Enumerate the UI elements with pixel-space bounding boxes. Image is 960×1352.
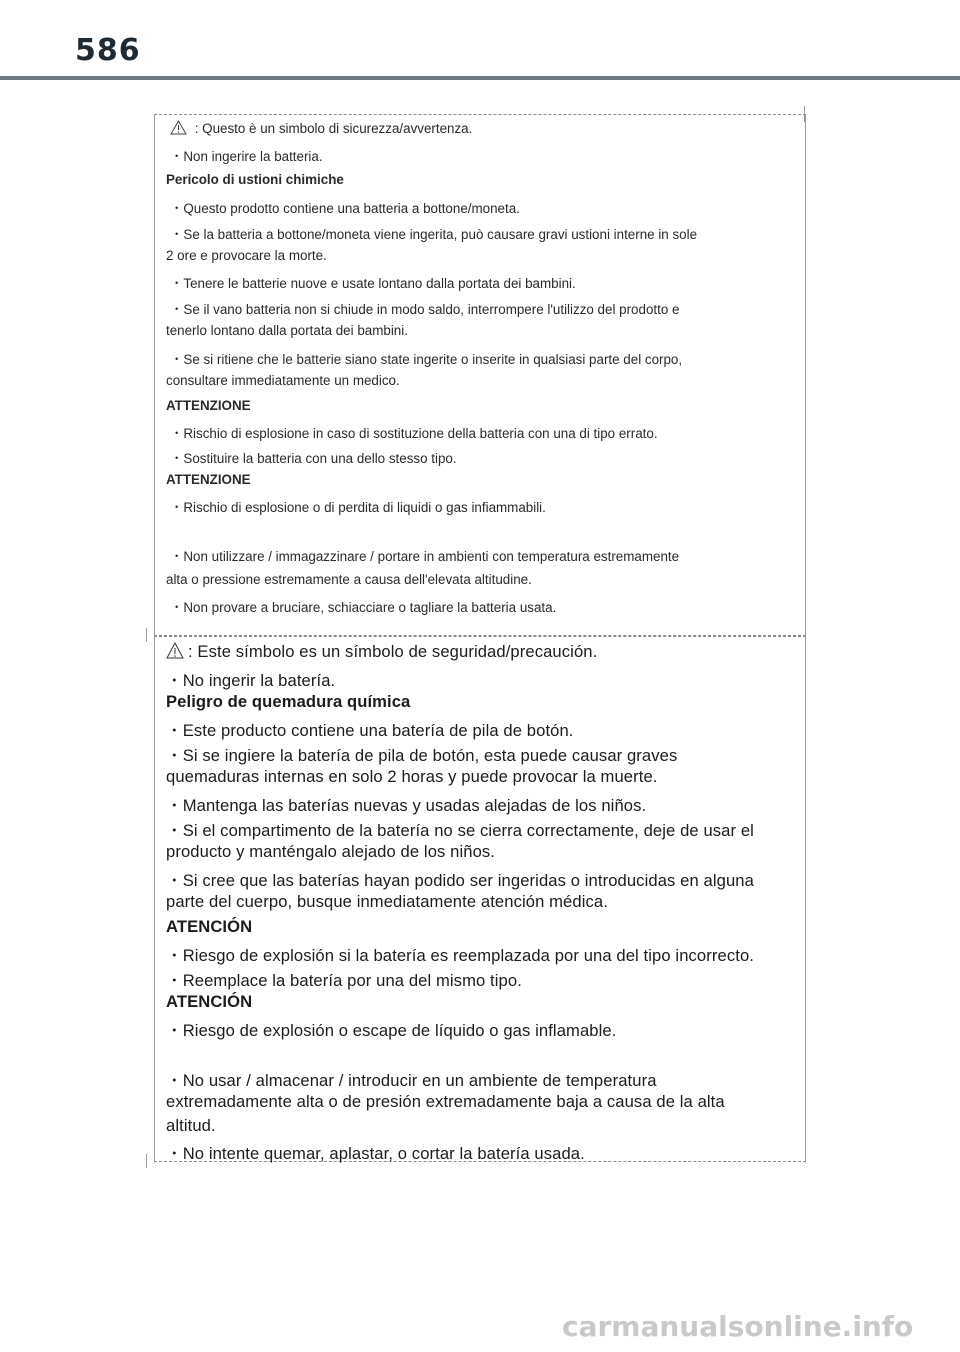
- italian-line: tenerlo lontano dalla portata dei bambini.: [166, 323, 408, 338]
- spanish-line: ・No usar / almacenar / introducir en un ambiente de temperatura: [166, 1071, 657, 1090]
- italian-line: ・Questo prodotto contiene una batteria a bottone/moneta.: [170, 201, 520, 216]
- warning-triangle-icon: [166, 642, 184, 659]
- corner-tick: [146, 628, 147, 642]
- spanish-line: ・Riesgo de explosión o escape de líquido o gas inflamable.: [166, 1021, 617, 1040]
- scanned-warning-sheet: [146, 100, 810, 1168]
- italian-line: ・Rischio di esplosione in caso di sostituzione della batteria con una di tipo errato.: [170, 426, 658, 441]
- italian-line: consultare immediatamente un medico.: [166, 373, 400, 388]
- italian-line: ・Se il vano batteria non si chiude in modo saldo, interrompere l'utilizzo del prodotto e: [170, 302, 680, 317]
- italian-line: : Questo è un simbolo di sicurezza/avvertenza.: [170, 120, 472, 136]
- spanish-line: parte del cuerpo, busque inmediatamente atención médica.: [166, 892, 608, 911]
- spanish-line: ・Reemplace la batería por una del mismo tipo.: [166, 971, 522, 990]
- italian-line: ・Se si ritiene che le batterie siano state ingerite o inserite in qualsiasi parte del corpo,: [170, 352, 683, 367]
- spanish-line: ・Si cree que las baterías hayan podido ser ingeridas o introducidas en alguna: [166, 871, 754, 890]
- spanish-line: ・No ingerir la batería.: [166, 671, 336, 690]
- italian-line: ・Se la batteria a bottone/moneta viene ingerita, può causare gravi ustioni interne in sole: [170, 227, 698, 242]
- page-number: 586: [75, 33, 141, 68]
- spanish-line: ・No intente quemar, aplastar, o cortar la batería usada.: [166, 1144, 585, 1163]
- italian-heading: ATTENZIONE: [166, 398, 251, 413]
- spanish-heading: Peligro de quemadura química: [166, 692, 411, 711]
- italian-heading: Pericolo di ustioni chimiche: [166, 172, 344, 187]
- watermark: carmanualsonline.info: [562, 1310, 914, 1343]
- spanish-line: altitud.: [166, 1116, 216, 1135]
- spanish-line: ・Riesgo de explosión si la batería es reemplazada por una del tipo incorrecto.: [166, 946, 754, 965]
- italian-line: ・Sostituire la batteria con una dello stesso tipo.: [170, 451, 457, 466]
- spanish-line: producto y manténgalo alejado de los niños.: [166, 842, 496, 861]
- italian-line: ・Non ingerire la batteria.: [170, 149, 323, 164]
- italian-line: alta o pressione estremamente a causa dell'elevata altitudine.: [166, 572, 532, 587]
- spanish-line: ・Mantenga las baterías nuevas y usadas alejadas de los niños.: [166, 796, 647, 815]
- italian-heading: ATTENZIONE: [166, 472, 251, 487]
- corner-tick: [146, 1154, 147, 1168]
- italian-line: 2 ore e provocare la morte.: [166, 248, 327, 263]
- spanish-line: extremadamente alta o de presión extremadamente baja a causa de la alta: [166, 1092, 725, 1111]
- spanish-line: quemaduras internas en solo 2 horas y puede provocar la muerte.: [166, 767, 658, 786]
- spanish-line: ・Este producto contiene una batería de pila de botón.: [166, 721, 574, 740]
- header-rule: [0, 76, 960, 80]
- spanish-heading: ATENCIÓN: [166, 992, 253, 1011]
- italian-line: ・Non provare a bruciare, schiacciare o tagliare la batteria usata.: [170, 600, 557, 615]
- warning-triangle-icon: [170, 120, 187, 135]
- spanish-heading: ATENCIÓN: [166, 917, 253, 936]
- italian-line: ・Rischio di esplosione o di perdita di liquidi o gas infiammabili.: [170, 500, 546, 515]
- spanish-line: : Este símbolo es un símbolo de seguridad/precaución.: [166, 642, 597, 662]
- italian-line: ・Tenere le batterie nuove e usate lontano dalla portata dei bambini.: [170, 276, 576, 291]
- corner-tick: [804, 106, 805, 122]
- spanish-line: ・Si el compartimento de la batería no se cierra correctamente, deje de usar el: [166, 821, 754, 840]
- spanish-line: ・Si se ingiere la batería de pila de botón, esta puede causar graves: [166, 746, 678, 765]
- italian-line: ・Non utilizzare / immagazzinare / portare in ambienti con temperatura estremamente: [170, 549, 680, 564]
